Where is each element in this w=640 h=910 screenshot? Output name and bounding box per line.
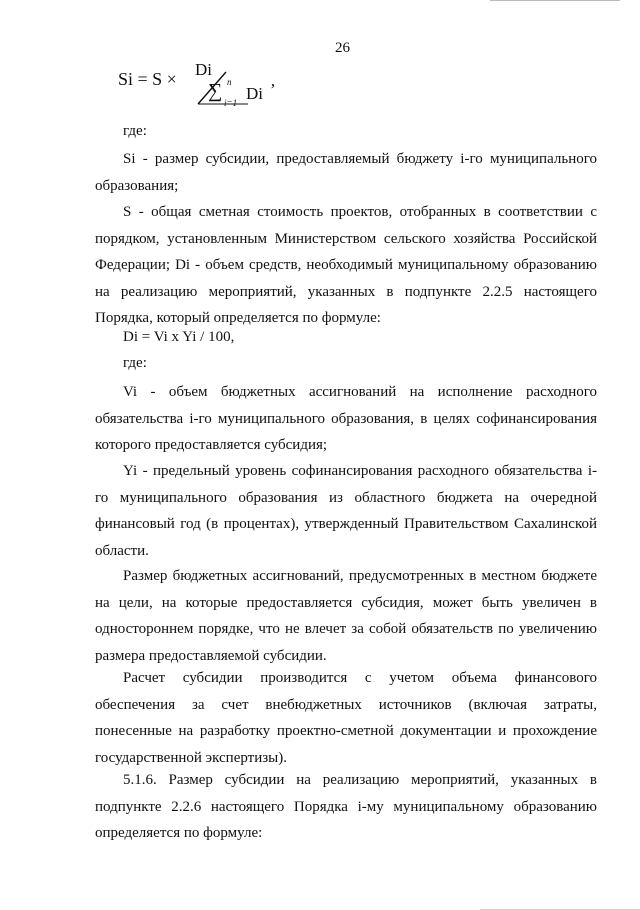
formula-sum-symbol: ∑ <box>208 80 223 102</box>
where-label-1: где: <box>123 123 147 139</box>
formula-sum-upper: n <box>227 77 232 87</box>
paragraph-vi: Vi - объем бюджетных ассигнований на исполнение расходного обязательства i-го муниципального образования, в целях софинансирования которого предоставляется субсидия; <box>95 384 597 453</box>
paragraph-si: Si - размер субсидии, предоставляемый бюджету i-го муниципального образования; <box>95 151 597 194</box>
paragraph-calculation: Расчет субсидии производится с учетом объема финансового обеспечения за счет внебюджетных источников (включая затраты, понесенные на разработку проектно-сметной документации и прохождение государственной экспертизы). <box>95 670 597 766</box>
paragraph-yi: Yi - предельный уровень софинансирования расходного обязательства i-го муниципального образования из областного бюджета на очередной финансовый год (в процентах), утвержденный Правительством Сахалинской области. <box>95 463 597 559</box>
formula-si-trail: ’ <box>270 80 276 99</box>
paragraph-5-1-6: 5.1.6. Размер субсидии на реализацию мероприятий, указанных в подпункте 2.2.6 настоящего Порядка i-му муниципальному образованию определяется по формуле: <box>95 772 597 841</box>
scan-edge-top <box>490 0 620 1</box>
formula-si-denominator: Di <box>246 84 263 103</box>
formula-si-numerator: Di <box>195 60 212 79</box>
paragraph-s: S - общая сметная стоимость проектов, отобранных в соответствии с порядком, установленным Министерством сельского хозяйства Российской Федерации; Di - объем средств, необходимый муниципальному образованию на реализацию мероприятий, указанных в подпункте 2.2.5 настоящего Порядка, который определяется по формуле: <box>95 204 597 326</box>
paragraph-budget: Размер бюджетных ассигнований, предусмотренных в местном бюджете на цели, на которые предоставляется субсидия, может быть увеличен в одностороннем порядке, что не влечет за собой обязательств по увеличению размера предоставляемой субсидии. <box>95 568 597 664</box>
formula-si-lhs: Si = S × <box>118 69 177 89</box>
where-label-2: где: <box>123 355 147 371</box>
formula-sum-lower: i=1 <box>224 98 238 108</box>
formula-di: Di = Vi x Yi / 100, <box>123 329 235 345</box>
formula-si <box>118 60 318 110</box>
page-number: 26 <box>335 40 350 56</box>
